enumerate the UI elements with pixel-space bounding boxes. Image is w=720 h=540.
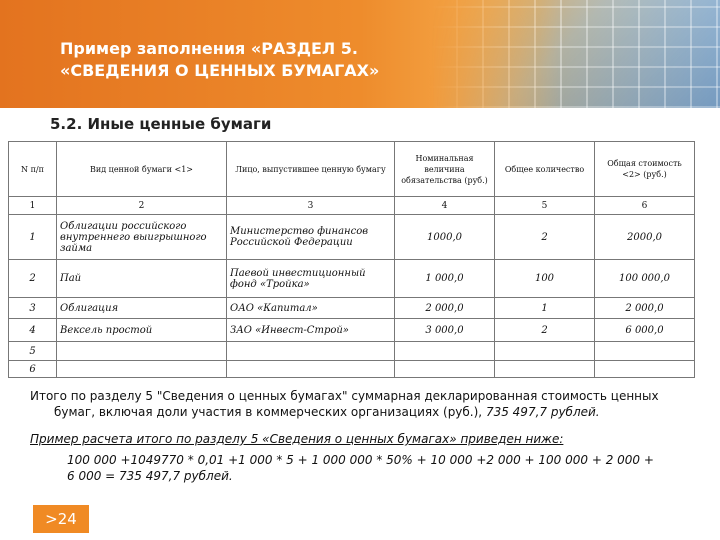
security-issuer [227,361,395,378]
table-row [9,215,695,260]
section-total [30,388,710,420]
row-number: 4 [9,319,57,342]
table-row [9,319,695,342]
header-cell-type: Вид ценной бумаги <1> [57,142,227,197]
row-number: 3 [9,298,57,319]
total-value [595,342,695,361]
page-number-badge: >24 [33,505,89,533]
security-type [57,342,227,361]
header-cell-issuer: Лицо, выпустившее ценную бумагу [227,142,395,197]
title-line-1: Пример заполнения «РАЗДЕЛ 5. [60,39,358,58]
nominal-value: 3 000,0 [395,319,495,342]
row-number: 5 [9,342,57,361]
table-row [9,298,695,319]
security-type: Облигация [57,298,227,319]
quantity: 2 [495,319,595,342]
table-row [9,260,695,298]
header-cell-total: Общая стоимость <2> (руб.) [595,142,695,197]
total-value: 2 000,0 [595,298,695,319]
header-cell-quantity: Общее количество [495,142,595,197]
row-number: 2 [9,260,57,298]
total-amount: 735 497,7 рублей. [485,405,600,419]
total-line-2-prefix: бумаг, включая доли участия в коммерческих организациях (руб.), [54,405,483,419]
header-cell-number: N п/п [9,142,57,197]
security-type: Облигации российского внутреннего выигрышного займа [57,215,227,260]
nominal-value: 1000,0 [395,215,495,260]
total-value [595,361,695,378]
formula-line-2: 6 000 = 735 497,7 рублей. [67,469,233,483]
security-type: Пай [57,260,227,298]
securities-table [8,141,695,378]
column-number: 6 [595,197,695,215]
calculation-formula [67,452,707,484]
column-number: 4 [395,197,495,215]
total-value: 2000,0 [595,215,695,260]
table-row [9,342,695,361]
total-value: 6 000,0 [595,319,695,342]
total-value: 100 000,0 [595,260,695,298]
security-issuer: ЗАО «Инвест-Строй» [227,319,395,342]
security-issuer: Паевой инвестиционный фонд «Тройка» [227,260,395,298]
total-line-1: Итого по разделу 5 "Сведения о ценных бумагах" суммарная декларированная стоимость ценных [30,389,659,403]
header-banner [0,0,720,108]
security-issuer [227,342,395,361]
table-header-row [9,142,695,197]
column-number: 3 [227,197,395,215]
section-subtitle: 5.2. Иные ценные бумаги [50,115,272,133]
quantity [495,361,595,378]
header-cell-nominal: Номинальная величина обязательства (руб.) [395,142,495,197]
quantity: 100 [495,260,595,298]
table-row [9,361,695,378]
quantity [495,342,595,361]
nominal-value: 1 000,0 [395,260,495,298]
row-number: 1 [9,215,57,260]
calculation-title: Пример расчета итого по разделу 5 «Сведения о ценных бумагах» приведен ниже: [30,432,564,446]
column-number-row [9,197,695,215]
quantity: 1 [495,298,595,319]
security-issuer: ОАО «Капитал» [227,298,395,319]
row-number: 6 [9,361,57,378]
column-number: 2 [57,197,227,215]
security-type [57,361,227,378]
security-type: Вексель простой [57,319,227,342]
column-number: 1 [9,197,57,215]
security-issuer: Министерство финансов Российской Федерации [227,215,395,260]
building-photo [430,0,720,108]
formula-line-1: 100 000 +1049770 * 0,01 +1 000 * 5 + 1 000 000 * 50% + 10 000 +2 000 + 100 000 + 2 000 + [67,453,654,467]
column-number: 5 [495,197,595,215]
page-title [60,38,379,82]
total-line-2 [30,404,710,420]
nominal-value [395,361,495,378]
title-line-2: «СВЕДЕНИЯ О ЦЕННЫХ БУМАГАХ» [60,61,380,80]
nominal-value [395,342,495,361]
nominal-value: 2 000,0 [395,298,495,319]
quantity: 2 [495,215,595,260]
